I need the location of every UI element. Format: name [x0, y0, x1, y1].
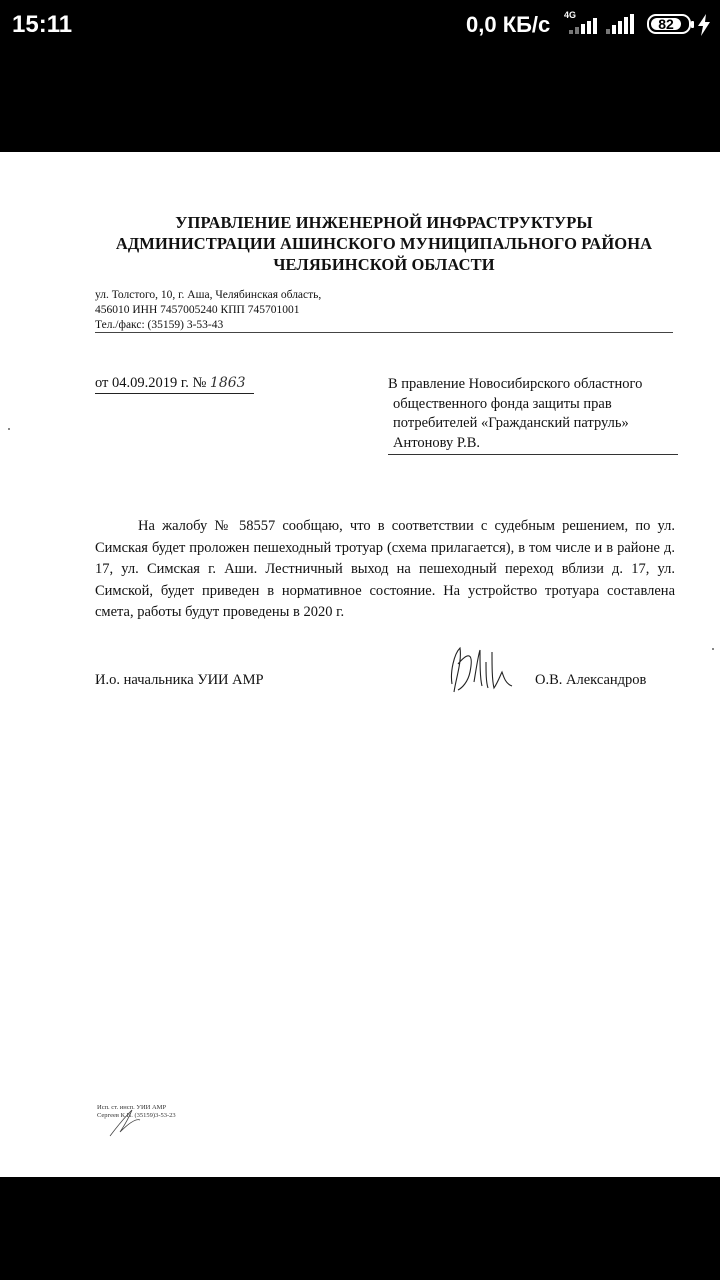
network-speed: 0,0 КБ/с [466, 12, 551, 37]
recipient-block [388, 375, 642, 453]
footnote-line: Исп. ст. инсп. УИИ АМР [97, 1104, 167, 1111]
document-number: 1863 [209, 375, 246, 391]
date-label: от 04.09.2019 г. № [95, 375, 207, 391]
recipient-line: потребителей «Гражданский патруль» [393, 415, 629, 431]
network-type: 4G [564, 10, 577, 20]
divider [388, 454, 678, 455]
body-paragraph: На жалобу № 58557 сообщаю, что в соответствии с судебным решением, по ул. Симская будет проложен пешеходный тротуар (схема прилагается), в том числе и в районе д. 17, ул. Симская г. Аши. Лестничный выход на пешеходный переход вблизи д. 17, ул. Симской, будет приведен в нормативное состояние. На устройство тротуара составлена смета, работы будут проведены в 2020 г. [95, 518, 675, 620]
divider [95, 332, 673, 333]
address-line: 456010 ИНН 7457005240 КПП 745701001 [95, 304, 300, 316]
date-number-line [95, 375, 254, 394]
header-line: АДМИНИСТРАЦИИ АШИНСКОГО МУНИЦИПАЛЬНОГО РАЙОНА [115, 234, 653, 253]
handwritten-mark [106, 1100, 166, 1140]
document-page [0, 152, 720, 1177]
recipient-line: В правление Новосибирского областного [388, 376, 643, 392]
header-line: УПРАВЛЕНИЕ ИНЖЕНЕРНОЙ ИНФРАСТРУКТУРЫ [175, 213, 593, 232]
org-address [95, 288, 321, 333]
footnote-line: Сергеев К.Н. (35159)3-53-23 [97, 1112, 176, 1119]
address-line: Тел./факс: (35159) 3-53-43 [95, 319, 224, 331]
status-bar [0, 0, 720, 52]
battery-icon [647, 14, 691, 34]
battery-level: 82 [651, 18, 681, 30]
signer-name: О.В. Александров [535, 672, 647, 688]
signer-title: И.о. начальника УИИ АМР [95, 672, 264, 688]
letter-body [95, 516, 675, 624]
charging-icon [697, 14, 711, 36]
handwritten-signature [440, 642, 520, 702]
signal-strength-icon [606, 14, 638, 36]
header-line: ЧЕЛЯБИНСКОЙ ОБЛАСТИ [273, 255, 495, 274]
scan-speck [8, 428, 10, 430]
org-header [0, 212, 720, 275]
address-line: ул. Толстого, 10, г. Аша, Челябинская область, [95, 289, 322, 301]
recipient-line: Антонову Р.В. [393, 434, 481, 451]
recipient-line: общественного фонда защиты прав [393, 395, 612, 412]
scan-speck [712, 648, 714, 650]
mobile-signal-icon [561, 10, 601, 36]
status-time: 15:11 [12, 11, 73, 38]
